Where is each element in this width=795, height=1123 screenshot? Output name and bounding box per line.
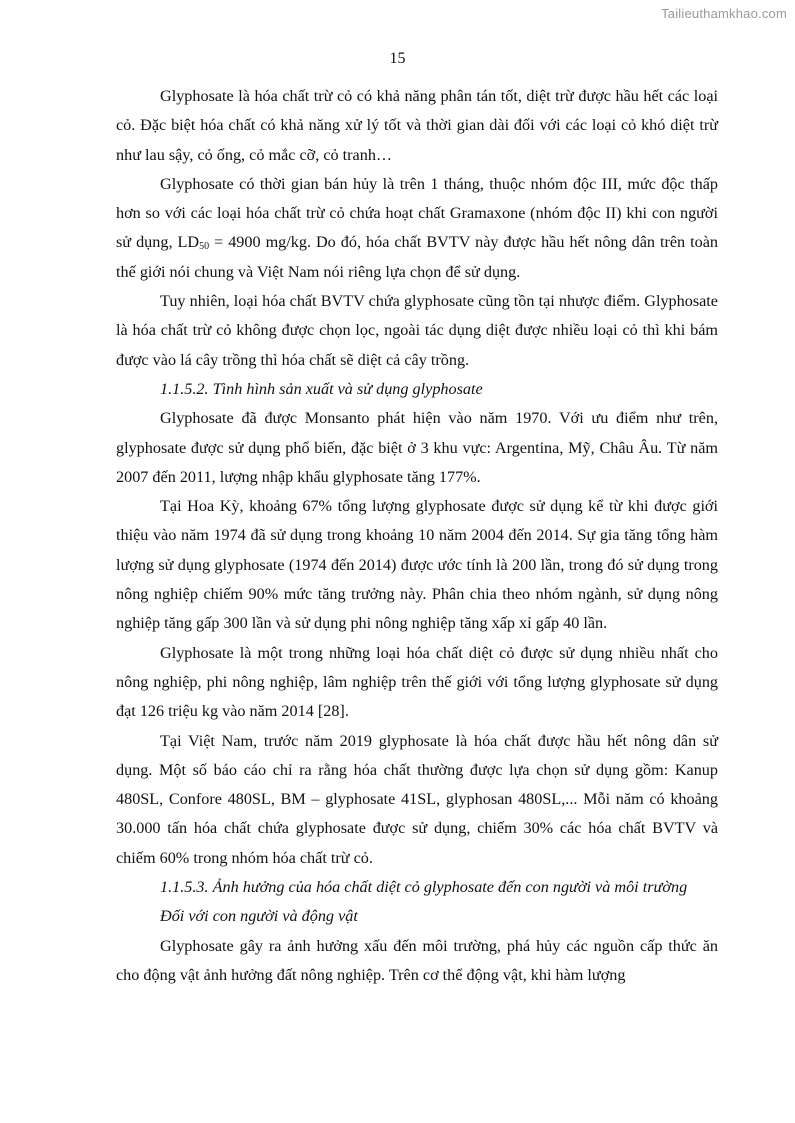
document-body (116, 82, 718, 990)
paragraph-glyphosate-overview: Glyphosate là hóa chất trừ cỏ có khả năng phân tán tốt, diệt trừ được hầu hết các loại cỏ. Đặc biệt hóa chất có khả năng xử lý tốt và thời gian dài đối với các loại cỏ khó diệt trừ như lau sậy, cỏ ống, cỏ mắc cỡ, cỏ tranh… (116, 87, 718, 164)
subheading-humans-animals: Đối với con người và động vật (160, 907, 358, 926)
paragraph-half-life-text-1: Glyphosate có thời gian bán hủy là trên 1 tháng, thuộc nhóm độc III, mức độc thấp hơn so với các loại hóa chất trừ cỏ chứa hoạt chất Gramaxone (nhóm độc II) khi con người sử dụng, LD (116, 174, 718, 252)
paragraph-half-life (116, 170, 718, 287)
watermark: Tailieuthamkhao.com (661, 6, 787, 21)
paragraph-half-life-text-2: = 4900 mg/kg. Do đó, hóa chất BVTV này được hầu hết nông dân trên toàn thế giới nói chung và Việt Nam nói riêng lựa chọn để sử dụng. (116, 233, 718, 281)
page-number: 15 (389, 50, 406, 67)
paragraph-discovery: Glyphosate đã được Monsanto phát hiện vào năm 1970. Với ưu điểm như trên, glyphosate được sử dụng phổ biến, đặc biệt ở 3 khu vực: Argentina, Mỹ, Châu Âu. Từ năm 2007 đến 2011, lượng nhập khẩu glyphosate tăng 177%. (116, 409, 718, 486)
paragraph-usa-usage: Tại Hoa Kỳ, khoảng 67% tổng lượng glyphosate được sử dụng kể từ khi được giới thiệu vào năm 1974 đã sử dụng trong khoảng 10 năm 2004 đến 2014. Sự gia tăng tổng hàm lượng sử dụng glyphosate (1974 đến 2014) được ước tính là 200 lần, trong đó sử dụng trong nông nghiệp chiếm 90% mức tăng trưởng này. Phân chia theo nhóm ngành, sử dụng nông nghiệp tăng gấp 300 lần và sử dụng phi nông nghiệp tăng xấp xỉ gấp 40 lần. (116, 497, 718, 633)
paragraph-environment-effects: Glyphosate gây ra ảnh hưởng xấu đến môi trường, phá hủy các nguồn cấp thức ăn cho động vật ảnh hưởng đất nông nghiệp. Trên cơ thể động vật, khi hàm lượng (116, 936, 718, 984)
section-heading-impacts: 1.1.5.3. Ảnh hưởng của hóa chất diệt cỏ glyphosate đến con người và môi trường (160, 878, 688, 897)
ld50-subscript: 50 (199, 241, 210, 253)
section-heading-production-usage: 1.1.5.2. Tình hình sản xuất và sử dụng glyphosate (160, 379, 483, 398)
paragraph-drawbacks: Tuy nhiên, loại hóa chất BVTV chứa glyphosate cũng tồn tại nhược điểm. Glyphosate là hóa chất trừ cỏ không được chọn lọc, ngoài tác dụng diệt được nhiều loại cỏ thì khi bám được vào lá cây trồng thì hóa chất sẽ diệt cả cây trồng. (116, 292, 718, 369)
paragraph-vietnam-usage: Tại Việt Nam, trước năm 2019 glyphosate là hóa chất được hầu hết nông dân sử dụng. Một số báo cáo chỉ ra rằng hóa chất thường được lựa chọn sử dụng gồm: Kanup 480SL, Confore 480SL, BM – glyphosate 41SL, glyphosan 480SL,... Mỗi năm có khoảng 30.000 tấn hóa chất chứa glyphosate được sử dụng, chiếm 30% các hóa chất BVTV và chiếm 60% trong nhóm hóa chất trừ cỏ. (116, 731, 718, 867)
paragraph-global-usage: Glyphosate là một trong những loại hóa chất diệt cỏ được sử dụng nhiều nhất cho nông nghiệp, phi nông nghiệp, lâm nghiệp trên thế giới với tổng lượng glyphosate sử dụng đạt 126 triệu kg vào năm 2014 [28]. (116, 643, 718, 721)
